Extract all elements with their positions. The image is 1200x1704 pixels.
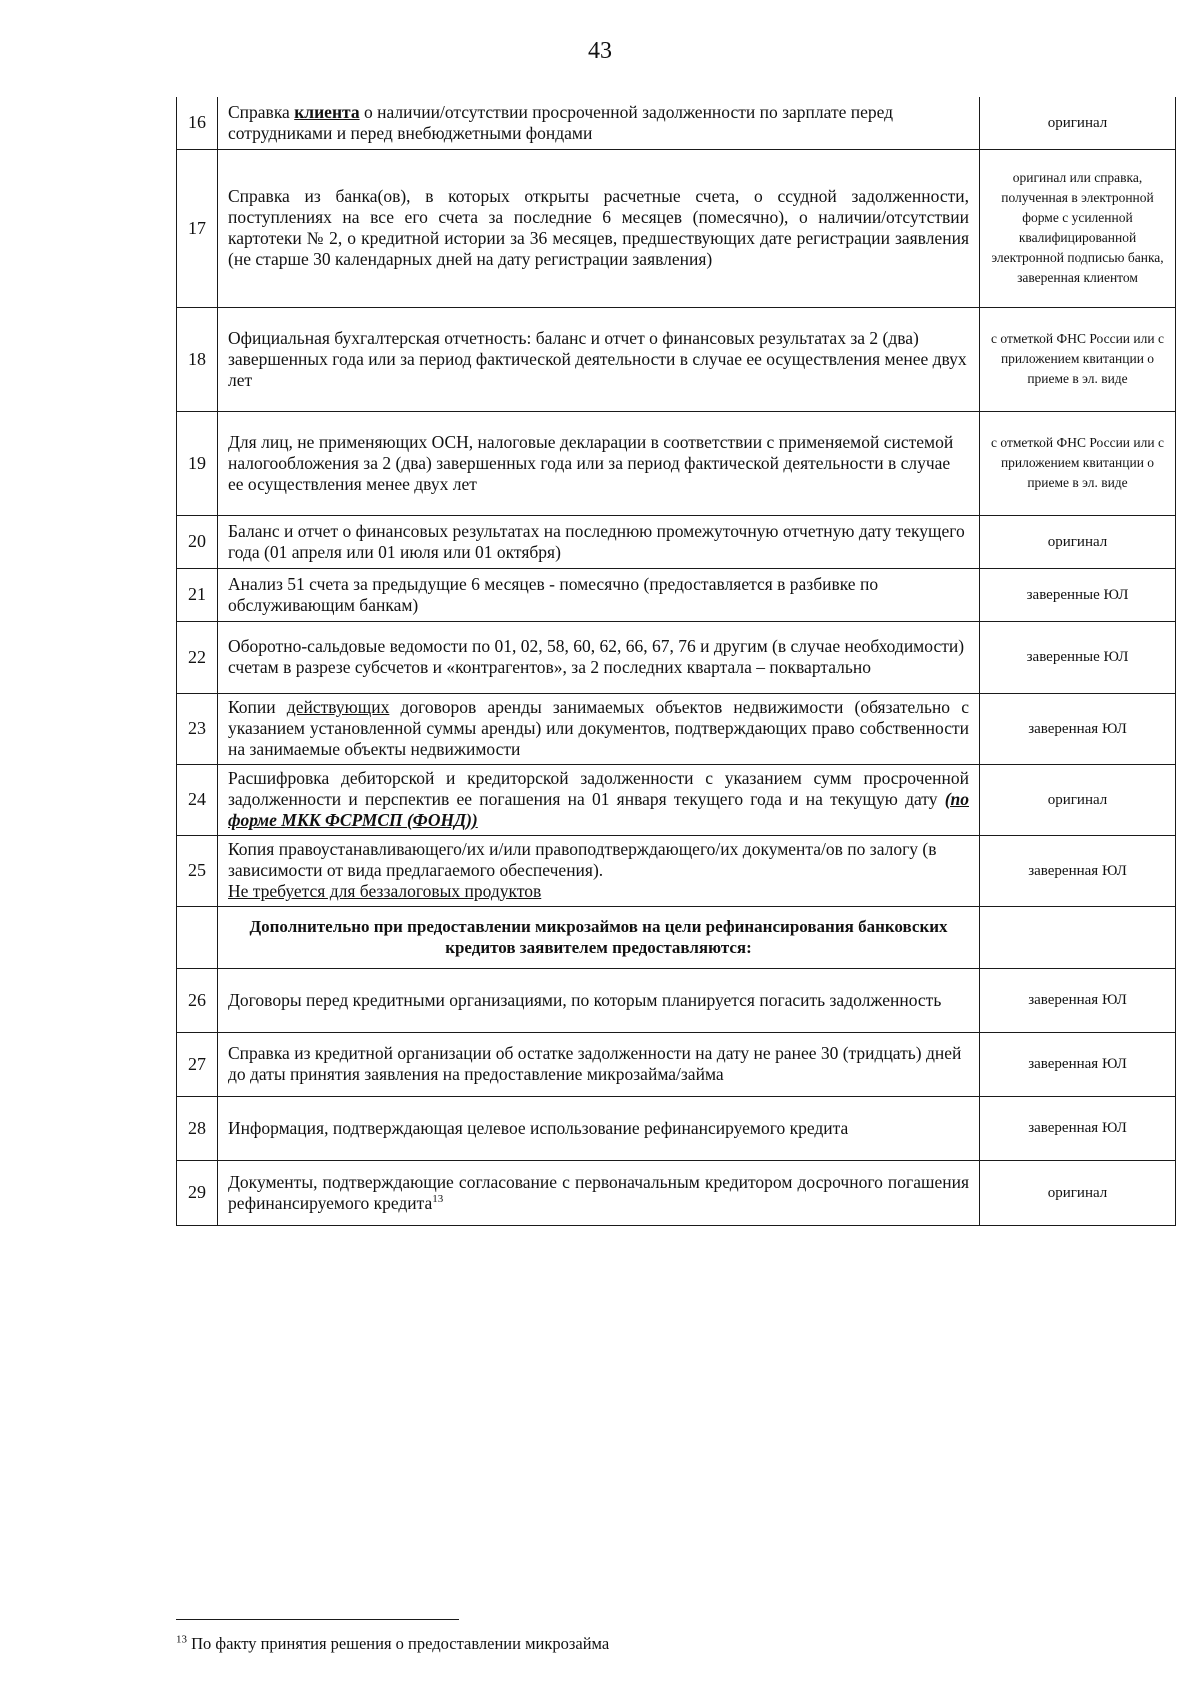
row-form: с отметкой ФНС России или с приложением квитанции о приеме в эл. виде (980, 307, 1176, 411)
table-row (177, 307, 1176, 411)
row-form: оригинал (980, 764, 1176, 835)
row-number: 21 (177, 568, 218, 621)
row-form: заверенные ЮЛ (980, 621, 1176, 693)
table-row (177, 149, 1176, 307)
table-row (177, 411, 1176, 515)
table-row (177, 515, 1176, 568)
table-row (177, 693, 1176, 764)
row-form: с отметкой ФНС России или с приложением квитанции о приеме в эл. виде (980, 411, 1176, 515)
table-row (177, 97, 1176, 149)
table-row (177, 1160, 1176, 1225)
row-description: Договоры перед кредитными организациями, по которым планируется погасить задолженность (218, 968, 980, 1032)
row-description: Справка из банка(ов), в которых открыты расчетные счета, о ссудной задолженности, поступлениях на все его счета за последние 6 месяцев (помесячно), о наличии/отсутствии картотеки № 2, о кредитной истории за 36 месяцев, предшествующих дате регистрации заявления (не старше 30 календарных дней на дату регистрации заявления) (218, 149, 980, 307)
table-row (177, 1032, 1176, 1096)
row-description: Копия правоустанавливающего/их и/или правоподтверждающего/их документа/ов по залогу (в зависимости от вида предлагаемого обеспечения). Не требуется для беззалоговых продуктов (218, 835, 980, 906)
row-number: 17 (177, 149, 218, 307)
row-description: Баланс и отчет о финансовых результатах на последнюю промежуточную отчетную дату текущего года (01 апреля или 01 июля или 01 октября) (218, 515, 980, 568)
row-description: Оборотно-сальдовые ведомости по 01, 02, 58, 60, 62, 66, 67, 76 и другим (в случае необходимости) счетам в разрезе субсчетов и «контрагентов», за 2 последних квартала – поквартально (218, 621, 980, 693)
row-number: 16 (177, 97, 218, 149)
footnote-mark: 13 (176, 1633, 187, 1646)
row-description: Анализ 51 счета за предыдущие 6 месяцев - помесячно (предоставляется в разбивке по обслуживающим банкам) (218, 568, 980, 621)
documents-table (176, 97, 1176, 1226)
row-form: оригинал (980, 97, 1176, 149)
row-description: Копии действующих договоров аренды занимаемых объектов недвижимости (обязательно с указанием установленной суммы аренды) или документов, подтверждающих право собственности на занимаемые объекты недвижимости (218, 693, 980, 764)
row-description: Информация, подтверждающая целевое использование рефинансируемого кредита (218, 1096, 980, 1160)
page-number: 43 (588, 38, 612, 64)
section-header-row (177, 906, 1176, 968)
row-form: заверенная ЮЛ (980, 1032, 1176, 1096)
row-form: оригинал (980, 515, 1176, 568)
footnote-divider (176, 1619, 459, 1620)
row-number: 29 (177, 1160, 218, 1225)
footnote-text: По факту принятия решения о предоставлении микрозайма (187, 1634, 610, 1653)
row-form: оригинал или справка, полученная в электронной форме с усиленной квалифицированной электронной подписью банка, заверенная клиентом (980, 149, 1176, 307)
row-number: 28 (177, 1096, 218, 1160)
row-number: 20 (177, 515, 218, 568)
row-number: 23 (177, 693, 218, 764)
table-row (177, 835, 1176, 906)
row-description: Документы, подтверждающие согласование с первоначальным кредитором досрочного погашения рефинансируемого кредита$^{13}$ (218, 1160, 980, 1225)
row-number: 19 (177, 411, 218, 515)
row-number: 25 (177, 835, 218, 906)
row-description: Расшифровка дебиторской и кредиторской задолженности с указанием сумм просроченной задолженности и перспектив ее погашения на 01 января текущего года и на текущую дату (по форме МКК ФСРМСП (ФОНД)) (218, 764, 980, 835)
row-description: Официальная бухгалтерская отчетность: баланс и отчет о финансовых результатах за 2 (два) завершенных года или за период фактической деятельности в случае ее осуществления менее двух лет (218, 307, 980, 411)
row-number: 24 (177, 764, 218, 835)
row-number: 18 (177, 307, 218, 411)
row-description: Справка из кредитной организации об остатке задолженности на дату не ранее 30 (тридцать) дней до даты принятия заявления на предоставление микрозайма/займа (218, 1032, 980, 1096)
row-number: 26 (177, 968, 218, 1032)
row-form: оригинал (980, 1160, 1176, 1225)
row-description: Справка клиента о наличии/отсутствии просроченной задолженности по зарплате перед сотрудниками и перед внебюджетными фондами (218, 97, 980, 149)
row-number: 27 (177, 1032, 218, 1096)
section-title: Дополнительно при предоставлении микрозаймов на цели рефинансирования банковских кредитов заявителем предоставляются: (218, 906, 980, 968)
table-row (177, 621, 1176, 693)
table-row (177, 968, 1176, 1032)
footnote-ref: 13 (432, 1192, 444, 1205)
row-form: заверенная ЮЛ (980, 1096, 1176, 1160)
row-form: заверенная ЮЛ (980, 835, 1176, 906)
table-row (177, 1096, 1176, 1160)
row-number: 22 (177, 621, 218, 693)
row-description: Для лиц, не применяющих ОСН, налоговые декларации в соответствии с применяемой системой налогообложения за 2 (два) завершенных года или за период фактической деятельности в случае ее осуществления менее двух лет (218, 411, 980, 515)
table-row (177, 568, 1176, 621)
row-form: заверенные ЮЛ (980, 568, 1176, 621)
row-form: заверенная ЮЛ (980, 968, 1176, 1032)
row-form: заверенная ЮЛ (980, 693, 1176, 764)
table-row (177, 764, 1176, 835)
footnote (176, 1634, 609, 1654)
